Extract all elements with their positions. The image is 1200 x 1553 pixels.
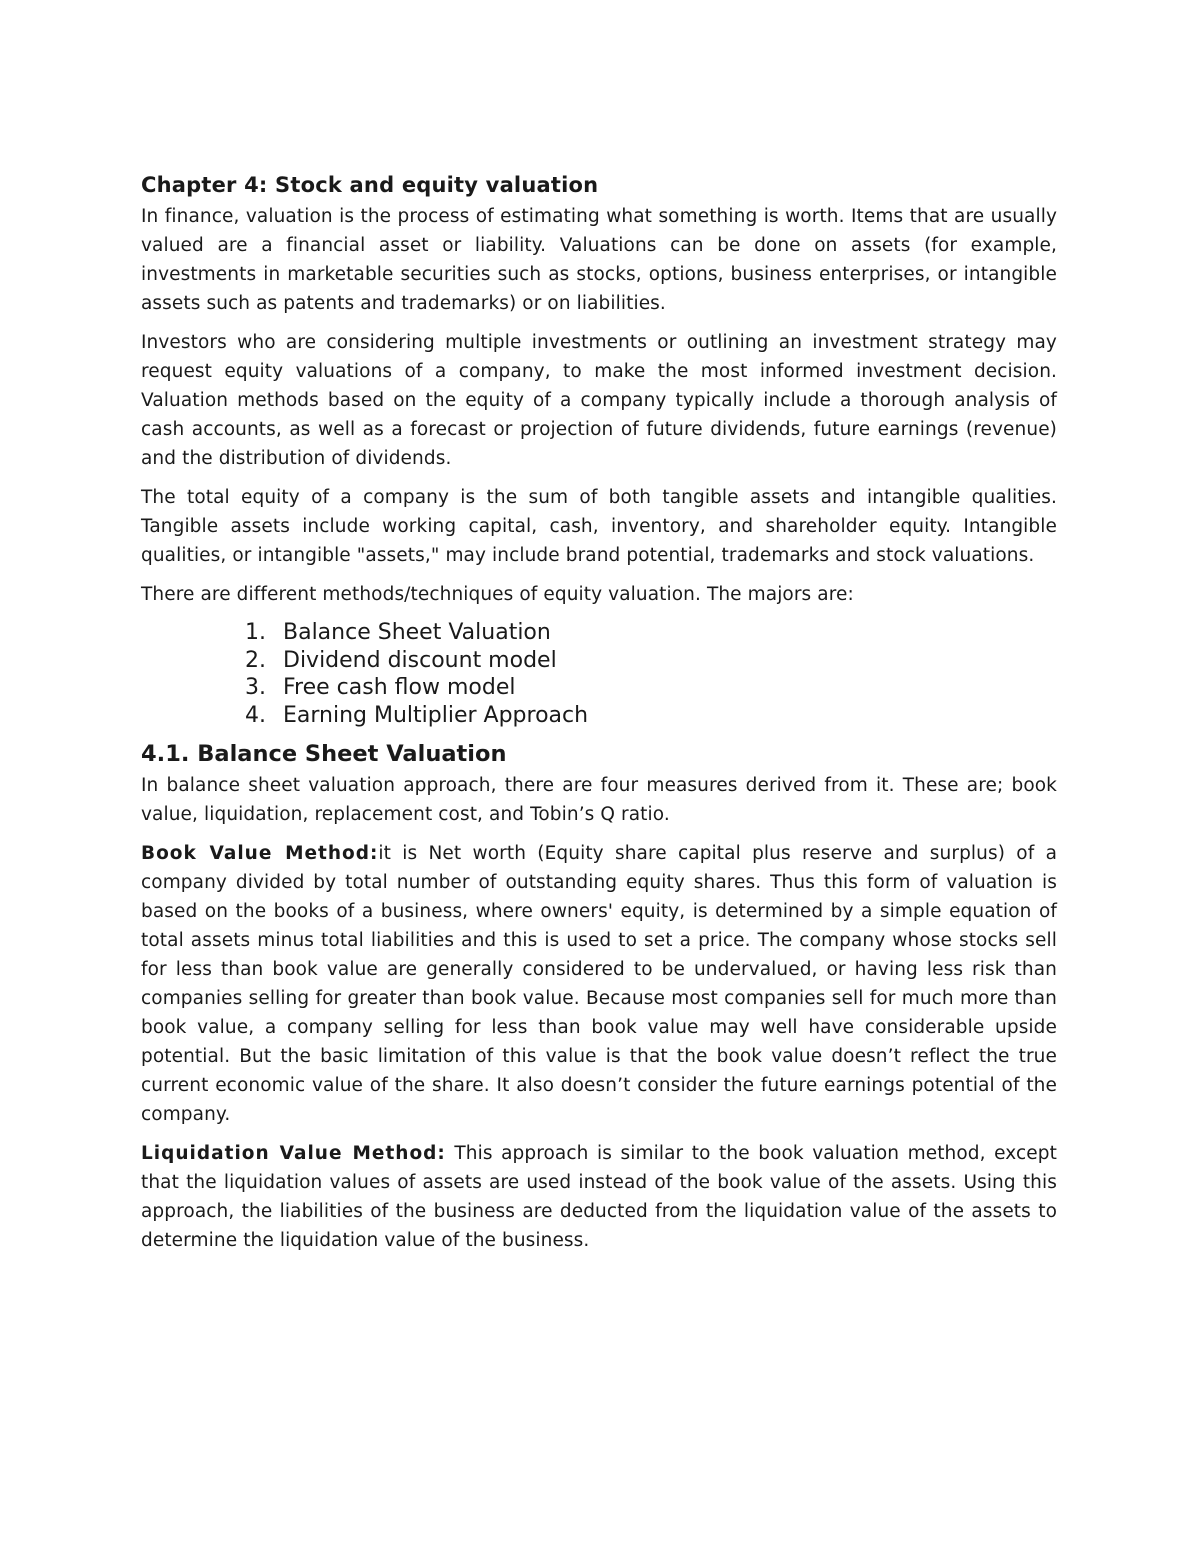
chapter-title: Chapter 4: Stock and equity valuation [141, 173, 599, 197]
list-item [245, 647, 1057, 675]
section-intro-paragraph: In balance sheet valuation approach, there are four measures derived from it. These are; book value, liquidation, replacement cost, and Tobin’s Q ratio. [141, 775, 1057, 825]
list-item-label: Earning Multiplier Approach [283, 702, 589, 728]
document-page [141, 170, 1057, 1265]
valuation-methods-list [141, 619, 1057, 729]
list-item [245, 674, 1057, 702]
intro-paragraph-4: There are different methods/techniques of equity valuation. The majors are: [141, 584, 854, 605]
list-item [245, 702, 1057, 730]
list-item-label: Balance Sheet Valuation [283, 620, 551, 645]
book-value-paragraph [141, 839, 1057, 1129]
intro-paragraph-3: The total equity of a company is the sum of both tangible assets and intangible qualities. Tangible assets include working capital, cash, inventory, and shareholder equity. Intangible qualities, or intangible "assets," may include brand potential, trademarks and stock valuations. [141, 487, 1057, 566]
list-item-number: 1. [245, 620, 266, 645]
liquidation-value-term: Liquidation Value Method: [141, 1143, 446, 1164]
liquidation-value-text: This approach is similar to the book valuation method, except that the liquidation values of assets are used instead of the book value of the assets. Using this approach, the liabilities of the business are deducted from the liquidation value of the assets to determine the liquidation value of the business. [141, 1143, 1057, 1251]
book-value-term: Book Value Method: [141, 843, 379, 864]
intro-paragraph-1: In finance, valuation is the process of estimating what something is worth. Items that are usually valued are a financial asset or liability. Valuations can be done on assets (for example, investments in marketable securities such as stocks, options, business enterprises, or intangible assets such as patents and trademarks) or on liabilities. [141, 206, 1057, 314]
book-value-text: it is Net worth (Equity share capital plus reserve and surplus) of a company divided by total number of outstanding equity shares. Thus this form of valuation is based on the books of a business, where owners' equity, is determined by a simple equation of total assets minus total liabilities and this is used to set a price. The company whose stocks sell for less than book value are generally considered to be undervalued, or having less risk than companies selling for greater than book value. Because most companies sell for much more than book value, a company selling for less than book value may well have considerable upside potential. But the basic limitation of this value is that the book value doesn’t reflect the true current economic value of the share. It also doesn’t consider the future earnings potential of the company. [141, 843, 1058, 1125]
section-title: 4.1. Balance Sheet Valuation [141, 741, 507, 767]
list-item-number: 4. [245, 702, 266, 728]
list-item [245, 619, 1057, 647]
list-item-number: 3. [245, 675, 266, 700]
list-item-label: Free cash flow model [283, 675, 516, 700]
liquidation-value-paragraph [141, 1139, 1057, 1255]
intro-paragraph-2: Investors who are considering multiple investments or outlining an investment strategy may request equity valuations of a company, to make the most informed investment decision. Valuation methods based on the equity of a company typically include a thorough analysis of cash accounts, as well as a forecast or projection of future dividends, future earnings (revenue) and the distribution of dividends. [141, 332, 1057, 469]
list-item-label: Dividend discount model [283, 647, 557, 673]
list-item-number: 2. [245, 647, 266, 673]
